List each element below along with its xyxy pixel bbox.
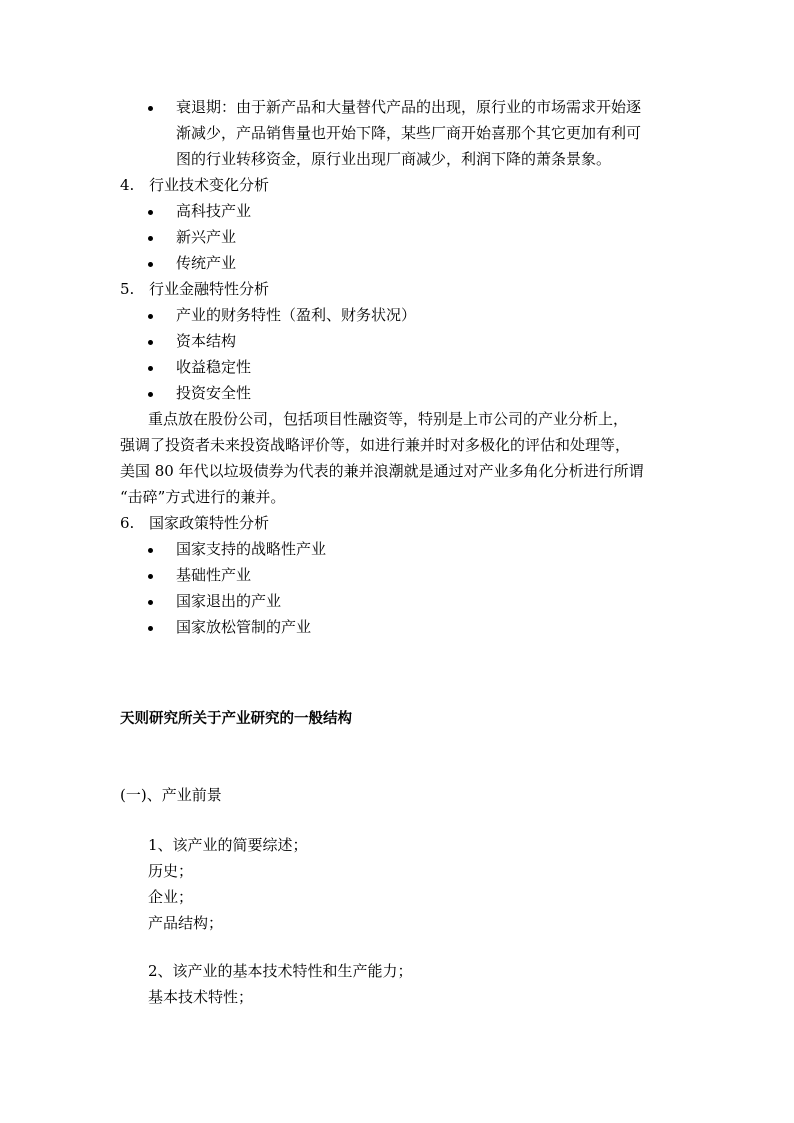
bullet-icon bbox=[148, 366, 153, 371]
item-1-sub: 企业； bbox=[148, 888, 194, 906]
structure-heading: 天则研究所关于产业研究的一般结构 bbox=[120, 711, 352, 727]
list-item: 资本结构 bbox=[176, 332, 237, 350]
section-5-number: 5. bbox=[120, 280, 135, 298]
bullet-icon bbox=[148, 106, 153, 111]
section-6-title: 国家政策特性分析 bbox=[149, 514, 270, 532]
decline-line-2: 渐减少，产品销售量也开始下降，某些厂商开始喜那个其它更加有利可 bbox=[176, 124, 642, 142]
item-1-sub: 产品结构； bbox=[148, 914, 224, 932]
item-1-sub: 历史； bbox=[148, 862, 194, 880]
section-6-number: 6. bbox=[120, 514, 135, 532]
section-5-title: 行业金融特性分析 bbox=[149, 280, 270, 298]
bullet-icon bbox=[148, 574, 153, 579]
decline-line-3: 图的行业转移资金，原行业出现厂商减少，利润下降的萧条景象。 bbox=[176, 150, 612, 168]
list-item: 国家退出的产业 bbox=[176, 592, 282, 610]
list-item: 产业的财务特性（盈利、财务状况） bbox=[176, 306, 417, 324]
section-4-number: 4. bbox=[120, 176, 135, 194]
bullet-icon bbox=[148, 314, 153, 319]
section-5-para-line-3: 美国 80 年代以垃圾债券为代表的兼并浪潮就是通过对产业多角化分析进行所谓 bbox=[120, 462, 644, 480]
list-item: 传统产业 bbox=[176, 254, 237, 272]
section-5-para-line-2: 强调了投资者未来投资战略评价等，如进行兼并时对多极化的评估和处理等， bbox=[120, 436, 631, 454]
bullet-icon bbox=[148, 548, 153, 553]
item-2-sub: 基本技术特性； bbox=[148, 988, 254, 1006]
bullet-icon bbox=[148, 210, 153, 215]
section-5-para-line-1: 重点放在股份公司，包括项目性融资等，特别是上市公司的产业分析上， bbox=[148, 410, 629, 428]
list-item: 基础性产业 bbox=[176, 566, 252, 584]
bullet-icon bbox=[148, 236, 153, 241]
bullet-icon bbox=[148, 626, 153, 631]
item-1-title: 1、该产业的简要综述； bbox=[148, 836, 308, 854]
section-4-title: 行业技术变化分析 bbox=[149, 176, 270, 194]
bullet-icon bbox=[148, 392, 153, 397]
bullet-icon bbox=[148, 262, 153, 267]
bullet-icon bbox=[148, 600, 153, 605]
list-item: 收益稳定性 bbox=[176, 358, 252, 376]
section-5-para-line-4: “击碎”方式进行的兼并。 bbox=[120, 488, 286, 506]
list-item: 高科技产业 bbox=[176, 202, 252, 220]
list-item: 国家放松管制的产业 bbox=[176, 618, 312, 636]
list-item: 国家支持的战略性产业 bbox=[176, 540, 327, 558]
bullet-icon bbox=[148, 340, 153, 345]
decline-line-1: 衰退期：由于新产品和大量替代产品的出现，原行业的市场需求开始逐 bbox=[176, 98, 642, 116]
list-item: 投资安全性 bbox=[176, 384, 252, 402]
part-1-title: (一)、产业前景 bbox=[120, 786, 222, 804]
list-item: 新兴产业 bbox=[176, 228, 237, 246]
item-2-title: 2、该产业的基本技术特性和生产能力； bbox=[148, 962, 413, 980]
